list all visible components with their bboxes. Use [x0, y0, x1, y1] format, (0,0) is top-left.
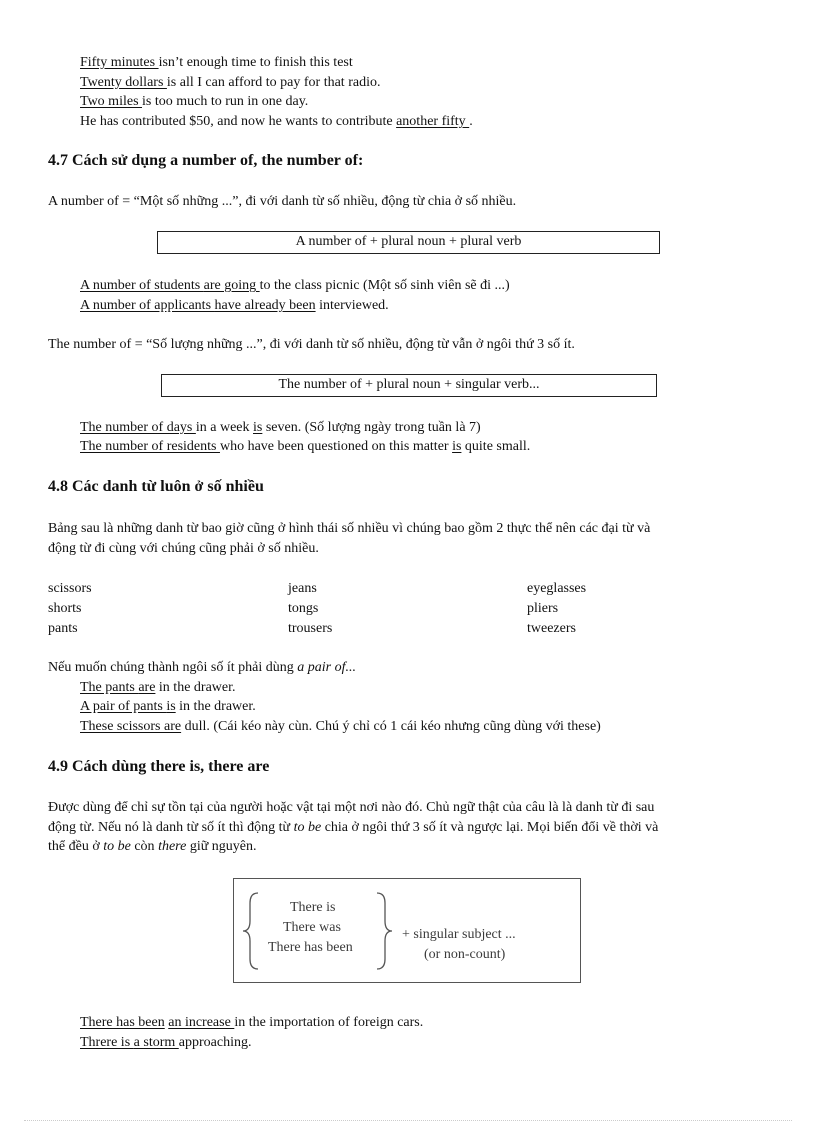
noun-column-3 [527, 579, 586, 639]
example-line: Two miles is too much to run in one day. [80, 94, 309, 109]
paragraph-line: Được dùng để chỉ sự tồn tại của người hoặc vật tại một nơi nào đó. Chủ ngữ thật của câu là là danh từ đi sau [48, 800, 655, 815]
example-line: Fifty minutes isn’t enough time to finish this test [80, 55, 353, 70]
rule-box: A number of + plural noun + plural verb [157, 231, 660, 254]
noun-item: scissors [48, 581, 92, 596]
paragraph: The number of = “Số lượng những ...”, đi với danh từ số nhiều, động từ vẫn ở ngôi thứ 3 số ít. [48, 337, 575, 352]
formula-option: There is [290, 900, 336, 915]
formula-result: + singular subject ... [402, 927, 516, 942]
noun-item: eyeglasses [527, 581, 587, 596]
example-line: A pair of pants is in the drawer. [80, 699, 256, 714]
section-heading-4-7: 4.7 Cách sử dụng a number of, the number of: [48, 152, 364, 169]
paragraph-line: Bảng sau là những danh từ bao giờ cũng ở hình thái số nhiều vì chúng bao gồm 2 thực thể nên các đại từ và [48, 521, 651, 536]
there-is-formula-figure [233, 878, 581, 983]
underlined-phrase: Twenty dollars [80, 75, 167, 90]
section-heading-4-8: 4.8 Các danh từ luôn ở số nhiều [48, 478, 264, 495]
example-line: Threre is a storm approaching. [80, 1035, 252, 1050]
noun-column-1 [48, 579, 92, 639]
example-line: A number of applicants have already been interviewed. [80, 298, 389, 313]
example-line: These scissors are dull. (Cái kéo này cùn. Chú ý chỉ có 1 cái kéo nhưng cũng dùng với these) [80, 719, 601, 734]
noun-item: shorts [48, 601, 82, 616]
paragraph: Nếu muốn chúng thành ngôi số ít phải dùng a pair of... [48, 660, 356, 675]
paragraph-line: động từ đi cùng với chúng cũng phải ở số nhiều. [48, 541, 319, 556]
underlined-phrase: Two miles [80, 94, 143, 109]
example-line: The number of residents who have been questioned on this matter is quite small. [80, 439, 531, 454]
formula-option: There was [283, 920, 341, 935]
noun-item: pants [48, 621, 78, 636]
formula-option: There has been [268, 940, 353, 955]
paragraph-line: động từ. Nếu nó là danh từ số ít thì động từ to be chia ở ngôi thứ 3 số ít và ngược lại. Mọi biến đổi về thời và [48, 820, 659, 835]
example-line: A number of students are going to the class picnic (Một số sinh viên sẽ đi ...) [80, 278, 510, 293]
example-line: He has contributed $50, and now he wants to contribute another fifty . [80, 114, 473, 129]
underlined-phrase: another fifty [396, 114, 470, 129]
paragraph: A number of = “Một số những ...”, đi với danh từ số nhiều, động từ chia ở số nhiều. [48, 194, 517, 209]
section-heading-4-9: 4.9 Cách dùng there is, there are [48, 758, 270, 775]
example-line: There has been an increase in the importation of foreign cars. [80, 1015, 424, 1030]
rule-box: The number of + plural noun + singular verb... [161, 374, 657, 397]
noun-item: tongs [288, 601, 319, 616]
noun-item: trousers [288, 621, 333, 636]
paragraph-line: thể đều ở to be còn there giữ nguyên. [48, 839, 257, 854]
noun-item: tweezers [527, 621, 576, 636]
left-brace-icon [243, 893, 258, 969]
noun-item: jeans [288, 581, 317, 596]
example-line: Twenty dollars is all I can afford to pay for that radio. [80, 75, 381, 90]
example-line: The number of days in a week is seven. (Số lượng ngày trong tuần là 7) [80, 420, 481, 435]
noun-item: pliers [527, 601, 559, 616]
page-bottom-divider [24, 1120, 792, 1121]
underlined-phrase: Fifty minutes [80, 55, 159, 70]
noun-column-2 [288, 579, 332, 639]
example-line: The pants are in the drawer. [80, 680, 236, 695]
formula-note: (or non-count) [424, 947, 506, 962]
right-brace-icon [377, 893, 392, 969]
